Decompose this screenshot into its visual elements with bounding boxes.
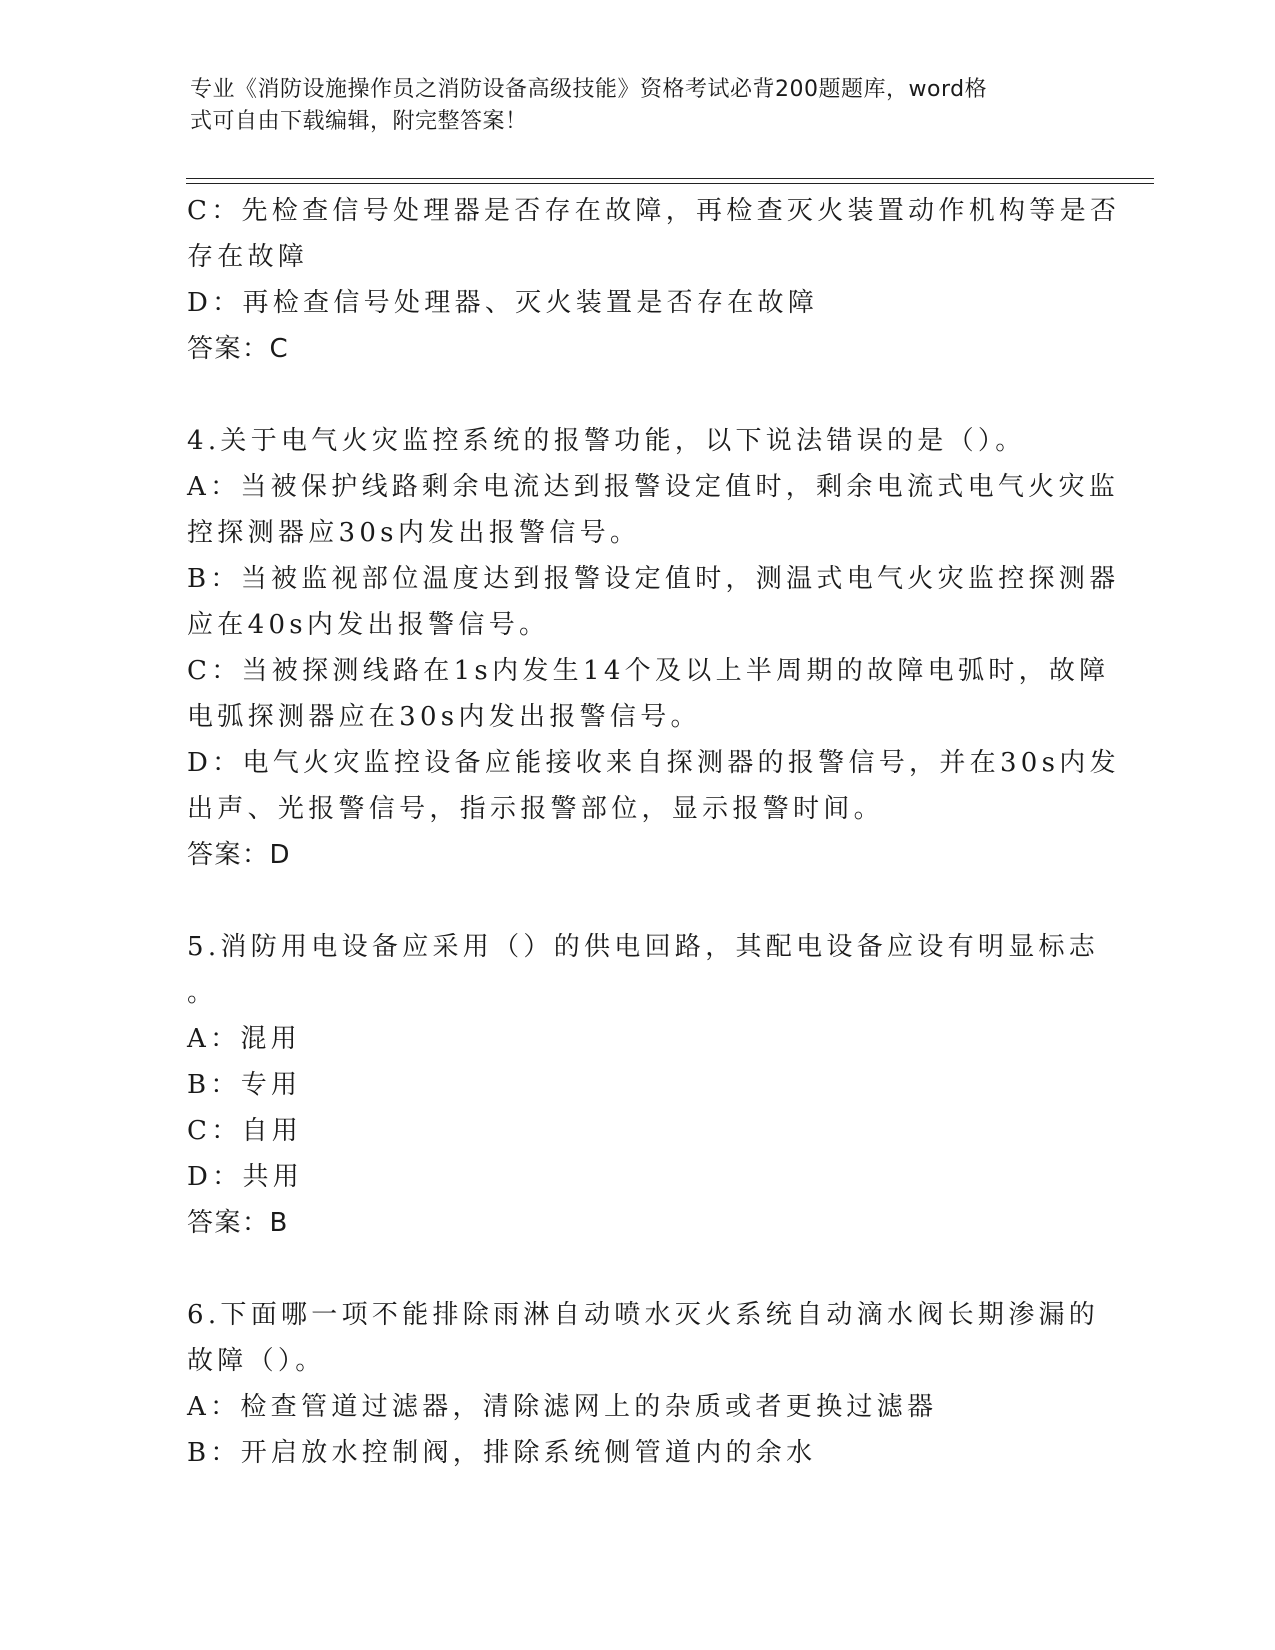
q4-answer: 答案：D [187,840,292,870]
q4-option-c-line-2: 电弧探测器应在30s内发出报警信号。 [187,702,701,732]
q5-option-d: D：共用 [187,1162,304,1192]
q6-stem-line-1: 6.下面哪一项不能排除雨淋自动喷水灭火系统自动滴水阀长期渗漏的 [187,1300,1100,1330]
q5-option-a: A：混用 [187,1024,301,1054]
spacer [187,878,1087,924]
q4-option-a-line-1: A：当被保护线路剩余电流达到报警设定值时，剩余电流式电气火灾监 [187,472,1120,502]
q3-option-d: D：再检查信号处理器、灭火装置是否存在故障 [187,288,819,318]
header-divider-bottom [186,183,1154,184]
q4-option-c-line-1: C：当被探测线路在1s内发生14个及以上半周期的故障电弧时，故障 [187,656,1110,686]
q3-option-c-line-2: 存在故障 [187,242,309,272]
q6-stem-line-2: 故障（）。 [187,1346,326,1376]
q5-stem-line-2: 。 [187,978,218,1008]
q5-option-b: B：专用 [187,1070,302,1100]
spacer [187,372,1087,418]
q4-option-d-line-1: D：电气火灾监控设备应能接收来自探测器的报警信号，并在30s内发 [187,748,1120,778]
header-line-1: 专业《消防设施操作员之消防设备高级技能》资格考试必背200题题库，word格 [190,77,988,102]
q5-stem-line-1: 5.消防用电设备应采用（）的供电回路，其配电设备应设有明显标志 [187,932,1100,962]
q4-option-b-line-2: 应在40s内发出报警信号。 [187,610,550,640]
q5-answer: 答案：B [187,1208,289,1238]
q3-option-c-line-1: C：先检查信号处理器是否存在故障，再检查灭火装置动作机构等是否 [187,196,1121,226]
header-divider-top [186,178,1154,179]
header-line-2: 式可自由下载编辑，附完整答案！ [190,109,528,134]
question-content [187,188,1121,1476]
spacer [187,1246,1087,1292]
q5-option-c: C：自用 [187,1116,303,1146]
q6-option-b: B：开启放水控制阀，排除系统侧管道内的余水 [187,1438,817,1468]
q4-stem: 4.关于电气火灾监控系统的报警功能，以下说法错误的是（）。 [187,426,1026,456]
document-header [190,74,1090,138]
q6-option-a: A：检查管道过滤器，清除滤网上的杂质或者更换过滤器 [187,1392,938,1422]
q4-option-b-line-1: B：当被监视部位温度达到报警设定值时，测温式电气火灾监控探测器 [187,564,1120,594]
q4-option-a-line-2: 控探测器应30s内发出报警信号。 [187,518,641,548]
q4-option-d-line-2: 出声、光报警信号，指示报警部位，显示报警时间。 [187,794,884,824]
q3-answer: 答案：C [187,334,290,364]
